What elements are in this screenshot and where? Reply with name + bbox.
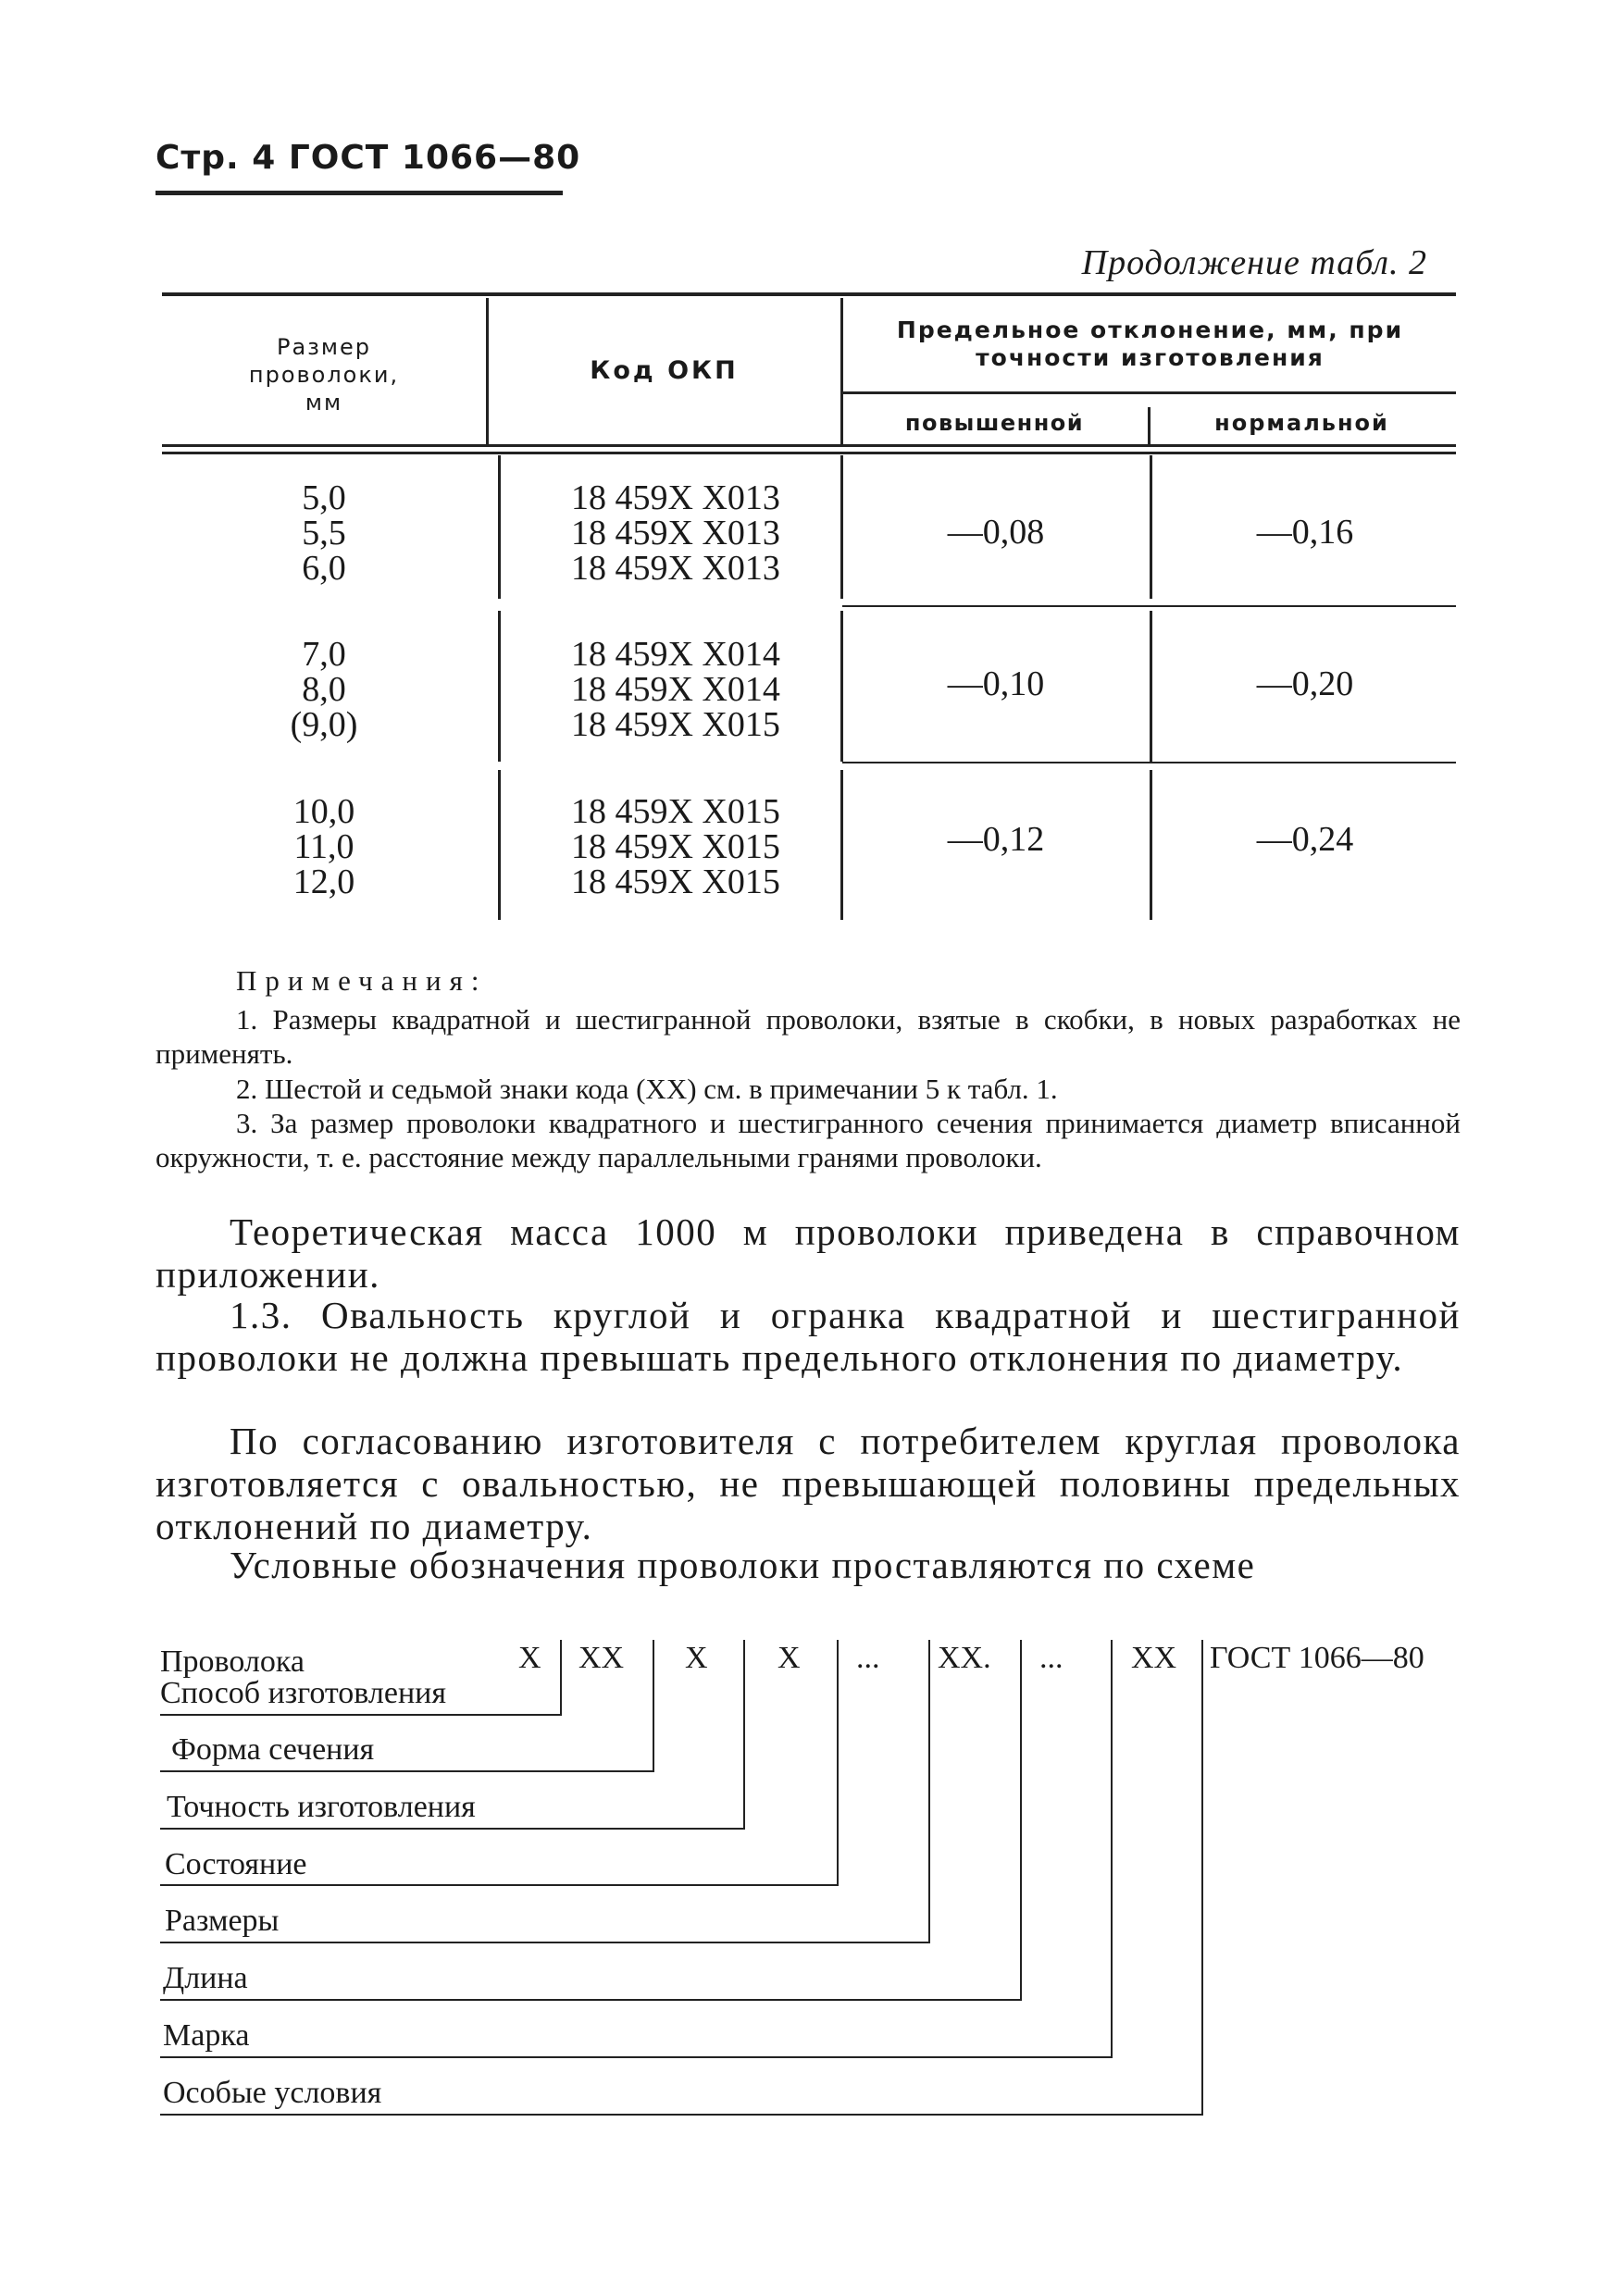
table-row-high-deviation: —0,10 [947,664,1045,703]
row3-divider-1 [498,770,501,920]
notes-title: Примечания: [236,964,488,997]
row2-divider-3 [1150,611,1152,762]
scheme-code: XX [578,1641,625,1675]
body-paragraph: По согласованию изготовителя с потребителем круглая проволока изготовляется с овальностью, не превышающей половины предельных отклонений по диаметру. [155,1420,1461,1547]
scheme-standard: ГОСТ 1066—80 [1210,1641,1424,1675]
row1-divider-3 [1150,455,1152,599]
scheme-label: Форма сечения [171,1732,375,1767]
scheme-leader [160,1714,561,1716]
note-item: 1. Размеры квадратной и шестигранной проволоки, взятые в скобки, в новых разработках не применять. [155,1003,1461,1070]
row1-divider-2 [840,455,843,599]
scheme-label: Точность изготовления [167,1790,476,1824]
scheme-label: Длина [163,1961,248,1995]
body-paragraph: 1.3. Овальность круглой и огранка квадратной и шестигранной проволоки не должна превышать предельного отклонения по диаметру. [155,1294,1461,1379]
subheader-rule [842,391,1456,394]
header-rule [155,191,563,195]
body-paragraph: Теоретическая масса 1000 м проволоки приведена в справочном приложении. [155,1210,1461,1296]
table-continuation-label: Продолжение табл. 2 [1081,243,1427,282]
table-row-high-deviation: —0,12 [947,820,1045,859]
note-item: 3. За размер проволоки квадратного и шестигранного сечения принимается диаметр вписанной окружности, т. е. расстояние между параллельными гранями проволоки. [155,1107,1461,1173]
col-header-size: Размер проволоки, мм [248,334,400,416]
col-header-high-precision: повышенной [904,410,1085,436]
scheme-leader [160,1999,1021,2001]
row2-divider-1 [498,611,501,762]
scheme-code: X [518,1641,541,1675]
scheme-code: X [777,1641,801,1675]
row3-divider-2 [840,770,843,920]
scheme-code: X [685,1641,708,1675]
header-double-rule-1 [162,444,1456,447]
table-row-normal-deviation: —0,20 [1256,664,1354,703]
scheme-label: Способ изготовления [160,1676,446,1710]
scheme-label-main: Проволока [160,1644,305,1679]
header-divider-3 [1148,407,1151,444]
row1-rule [842,605,1456,607]
scheme-label: Размеры [165,1904,280,1938]
table-row-sizes: 7,0 8,0 (9,0) [290,635,358,744]
scheme-leader-vertical [1111,1640,1113,2058]
scheme-label: Марка [163,2018,250,2053]
scheme-leader-vertical [837,1640,839,1886]
scheme-leader-vertical [928,1640,930,1943]
table-row-sizes: 10,0 11,0 12,0 [292,792,355,901]
scheme-label: Особые условия [163,2076,382,2110]
header-divider-2 [840,298,843,444]
page-header: Стр. 4 ГОСТ 1066—80 [155,139,581,177]
scheme-leader [160,1828,744,1830]
scheme-leader-vertical [743,1640,745,1830]
col-header-deviation: Предельное отклонение, мм, при точности изготовления [896,316,1404,371]
scheme-leader [160,1884,838,1886]
scheme-code: ... [1039,1641,1063,1675]
scheme-leader [160,2056,1112,2058]
scheme-leader [160,2114,1202,2116]
table-row-high-deviation: —0,08 [947,513,1045,552]
table-row-codes: 18 459X X013 18 459X X013 18 459X X013 [571,478,780,588]
header-divider-1 [486,298,489,444]
note-item: 2. Шестой и седьмой знаки кода (XX) см. в примечании 5 к табл. 1. [236,1073,1058,1105]
scheme-leader-vertical [560,1640,562,1716]
header-double-rule-2 [162,452,1456,454]
scheme-leader [160,1942,929,1943]
scheme-label: Состояние [165,1847,307,1881]
col-header-normal-precision: нормальной [1214,410,1389,436]
scheme-code: XX. [938,1641,991,1675]
row1-divider-1 [498,455,501,599]
table-top-rule [162,292,1456,296]
scheme-code: ... [856,1641,880,1675]
table-row-sizes: 5,0 5,5 6,0 [302,478,346,588]
scheme-code: XX [1131,1641,1177,1675]
row2-rule [842,762,1456,763]
scheme-leader-vertical [1201,1640,1203,2116]
body-paragraph: Условные обозначения проволоки проставляются по схеме [230,1544,1256,1586]
col-header-code: Код ОКП [590,356,739,385]
row3-divider-3 [1150,770,1152,920]
scheme-leader-vertical [653,1640,654,1772]
scheme-leader [160,1770,653,1772]
table-row-codes: 18 459X X015 18 459X X015 18 459X X015 [571,792,780,901]
scheme-leader-vertical [1020,1640,1022,2001]
table-row-normal-deviation: —0,24 [1256,820,1354,859]
table-row-normal-deviation: —0,16 [1256,513,1354,552]
table-row-codes: 18 459X X014 18 459X X014 18 459X X015 [571,635,780,744]
row2-divider-2 [840,611,843,762]
